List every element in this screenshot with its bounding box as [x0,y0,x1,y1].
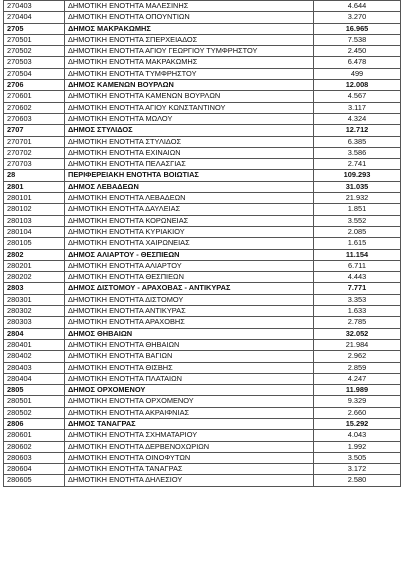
code-cell: 2806 [4,418,65,429]
table-row-total [4,328,401,339]
name-cell: ΔΗΜΟΤΙΚΗ ΕΝΟΤΗΤΑ ΛΕΒΑΔΕΩΝ [65,193,314,204]
value-cell: 1.992 [314,441,401,452]
value-cell: 12.712 [314,125,401,136]
value-cell: 6.711 [314,260,401,271]
code-cell: 270603 [4,113,65,124]
table-row [4,46,401,57]
value-cell: 3.117 [314,102,401,113]
value-cell: 4.567 [314,91,401,102]
table-row [4,34,401,45]
table-row [4,452,401,463]
value-cell: 2.085 [314,226,401,237]
name-cell: ΔΗΜΟΣ ΣΤΥΛΙΔΟΣ [65,125,314,136]
table-row [4,475,401,486]
name-cell: ΔΗΜΟΤΙΚΗ ΕΝΟΤΗΤΑ ΣΧΗΜΑΤΑΡΙΟΥ [65,430,314,441]
code-cell: 280301 [4,294,65,305]
value-cell: 15.292 [314,418,401,429]
table-row [4,12,401,23]
table-row [4,215,401,226]
value-cell: 4.324 [314,113,401,124]
value-cell: 7.538 [314,34,401,45]
name-cell: ΔΗΜΟΤΙΚΗ ΕΝΟΤΗΤΑ ΑΝΤΙΚΥΡΑΣ [65,306,314,317]
value-cell: 3.586 [314,147,401,158]
value-cell: 12.008 [314,80,401,91]
value-cell: 3.270 [314,12,401,23]
name-cell: ΔΗΜΟΣ ΚΑΜΕΝΩΝ ΒΟΥΡΛΩΝ [65,80,314,91]
table-row [4,464,401,475]
table-row [4,147,401,158]
name-cell: ΔΗΜΟΣ ΜΑΚΡΑΚΩΜΗΣ [65,23,314,34]
value-cell: 499 [314,68,401,79]
name-cell: ΔΗΜΟΤΙΚΗ ΕΝΟΤΗΤΑ ΣΤΥΛΙΔΟΣ [65,136,314,147]
name-cell: ΔΗΜΟΤΙΚΗ ΕΝΟΤΗΤΑ ΠΛΑΤΑΙΩΝ [65,373,314,384]
name-cell: ΠΕΡΙΦΕΡΕΙΑΚΗ ΕΝΟΤΗΤΑ ΒΟΙΩΤΙΑΣ [65,170,314,181]
value-cell: 7.771 [314,283,401,294]
name-cell: ΔΗΜΟΤΙΚΗ ΕΝΟΤΗΤΑ ΔΙΣΤΟΜΟΥ [65,294,314,305]
code-cell: 280604 [4,464,65,475]
name-cell: ΔΗΜΟΣ ΛΕΒΑΔΕΩΝ [65,181,314,192]
name-cell: ΔΗΜΟΤΙΚΗ ΕΝΟΤΗΤΑ ΜΑΚΡΑΚΩΜΗΣ [65,57,314,68]
code-cell: 280104 [4,226,65,237]
name-cell: ΔΗΜΟΤΙΚΗ ΕΝΟΤΗΤΑ ΑΓΙΟΥ ΓΕΩΡΓΙΟΥ ΤΥΜΦΡΗΣΤΟΥ [65,46,314,57]
name-cell: ΔΗΜΟΣ ΟΡΧΟΜΕΝΟΥ [65,385,314,396]
table-row [4,113,401,124]
value-cell: 3.552 [314,215,401,226]
code-cell: 280101 [4,193,65,204]
table-row [4,260,401,271]
name-cell: ΔΗΜΟΤΙΚΗ ΕΝΟΤΗΤΑ ΟΠΟΥΝΤΙΩΝ [65,12,314,23]
name-cell: ΔΗΜΟΤΙΚΗ ΕΝΟΤΗΤΑ ΧΑΙΡΩΝΕΙΑΣ [65,238,314,249]
value-cell: 3.172 [314,464,401,475]
name-cell: ΔΗΜΟΣ ΘΗΒΑΙΩΝ [65,328,314,339]
value-cell: 32.052 [314,328,401,339]
name-cell: ΔΗΜΟΤΙΚΗ ΕΝΟΤΗΤΑ ΟΙΝΟΦΥΤΩΝ [65,452,314,463]
name-cell: ΔΗΜΟΤΙΚΗ ΕΝΟΤΗΤΑ ΔΗΛΕΣΙΟΥ [65,475,314,486]
table-row [4,193,401,204]
value-cell: 2.660 [314,407,401,418]
code-cell: 280401 [4,339,65,350]
value-cell: 11.154 [314,249,401,260]
table-row [4,159,401,170]
value-cell: 9.329 [314,396,401,407]
name-cell: ΔΗΜΟΤΙΚΗ ΕΝΟΤΗΤΑ ΘΙΣΒΗΣ [65,362,314,373]
code-cell: 28 [4,170,65,181]
value-cell: 2.785 [314,317,401,328]
table-row [4,136,401,147]
code-cell: 2803 [4,283,65,294]
code-cell: 2706 [4,80,65,91]
name-cell: ΔΗΜΟΤΙΚΗ ΕΝΟΤΗΤΑ ΟΡΧΟΜΕΝΟΥ [65,396,314,407]
name-cell: ΔΗΜΟΤΙΚΗ ΕΝΟΤΗΤΑ ΜΑΛΕΣΙΝΗΣ [65,1,314,12]
table-row [4,294,401,305]
name-cell: ΔΗΜΟΤΙΚΗ ΕΝΟΤΗΤΑ ΑΚΡΑΙΦΝΙΑΣ [65,407,314,418]
table-row [4,1,401,12]
value-cell: 4.443 [314,272,401,283]
name-cell: ΔΗΜΟΤΙΚΗ ΕΝΟΤΗΤΑ ΚΟΡΩΝΕΙΑΣ [65,215,314,226]
code-cell: 280404 [4,373,65,384]
code-cell: 280201 [4,260,65,271]
name-cell: ΔΗΜΟΣ ΔΙΣΤΟΜΟΥ - ΑΡΑΧΟΒΑΣ - ΑΝΤΙΚΥΡΑΣ [65,283,314,294]
table-row-total [4,283,401,294]
code-cell: 270404 [4,12,65,23]
name-cell: ΔΗΜΟΤΙΚΗ ΕΝΟΤΗΤΑ ΤΑΝΑΓΡΑΣ [65,464,314,475]
value-cell: 1.851 [314,204,401,215]
code-cell: 2804 [4,328,65,339]
table-row [4,339,401,350]
name-cell: ΔΗΜΟΤΙΚΗ ΕΝΟΤΗΤΑ ΚΥΡΙΑΚΙΟΥ [65,226,314,237]
code-cell: 2705 [4,23,65,34]
table-row [4,351,401,362]
table-row [4,57,401,68]
name-cell: ΔΗΜΟΤΙΚΗ ΕΝΟΤΗΤΑ ΑΡΑΧΟΒΗΣ [65,317,314,328]
name-cell: ΔΗΜΟΤΙΚΗ ΕΝΟΤΗΤΑ ΔΕΡΒΕΝΟΧΩΡΙΩΝ [65,441,314,452]
value-cell: 6.478 [314,57,401,68]
code-cell: 280601 [4,430,65,441]
name-cell: ΔΗΜΟΤΙΚΗ ΕΝΟΤΗΤΑ ΘΗΒΑΙΩΝ [65,339,314,350]
name-cell: ΔΗΜΟΤΙΚΗ ΕΝΟΤΗΤΑ ΕΧΙΝΑΙΩΝ [65,147,314,158]
code-cell: 280501 [4,396,65,407]
table-row [4,441,401,452]
value-cell: 2.741 [314,159,401,170]
code-cell: 2805 [4,385,65,396]
value-cell: 1.633 [314,306,401,317]
value-cell: 4.043 [314,430,401,441]
value-cell: 2.450 [314,46,401,57]
value-cell: 16.965 [314,23,401,34]
table-row [4,373,401,384]
name-cell: ΔΗΜΟΣ ΤΑΝΑΓΡΑΣ [65,418,314,429]
table-row-total [4,80,401,91]
name-cell: ΔΗΜΟΤΙΚΗ ΕΝΟΤΗΤΑ ΒΑΓΙΩΝ [65,351,314,362]
table-row [4,317,401,328]
value-cell: 4.247 [314,373,401,384]
table-row-total [4,125,401,136]
table-body [4,1,401,487]
table-row-total [4,249,401,260]
table-row [4,91,401,102]
code-cell: 270403 [4,1,65,12]
code-cell: 280202 [4,272,65,283]
name-cell: ΔΗΜΟΤΙΚΗ ΕΝΟΤΗΤΑ ΘΕΣΠΙΕΩΝ [65,272,314,283]
value-cell: 4.644 [314,1,401,12]
code-cell: 280603 [4,452,65,463]
table-row [4,407,401,418]
code-cell: 2802 [4,249,65,260]
table-row [4,102,401,113]
code-cell: 270503 [4,57,65,68]
table-row [4,204,401,215]
value-cell: 1.615 [314,238,401,249]
code-cell: 270504 [4,68,65,79]
code-cell: 270703 [4,159,65,170]
table-row [4,306,401,317]
code-cell: 280302 [4,306,65,317]
code-cell: 280402 [4,351,65,362]
value-cell: 3.505 [314,452,401,463]
value-cell: 109.293 [314,170,401,181]
code-cell: 280303 [4,317,65,328]
value-cell: 21.984 [314,339,401,350]
table-row-total [4,385,401,396]
table-row-total [4,170,401,181]
name-cell: ΔΗΜΟΤΙΚΗ ΕΝΟΤΗΤΑ ΑΛΙΑΡΤΟΥ [65,260,314,271]
name-cell: ΔΗΜΟΤΙΚΗ ΕΝΟΤΗΤΑ ΜΩΛΟΥ [65,113,314,124]
code-cell: 270501 [4,34,65,45]
value-cell: 2.962 [314,351,401,362]
value-cell: 11.989 [314,385,401,396]
name-cell: ΔΗΜΟΤΙΚΗ ΕΝΟΤΗΤΑ ΤΥΜΦΡΗΣΤΟΥ [65,68,314,79]
table-row [4,226,401,237]
value-cell: 21.932 [314,193,401,204]
code-cell: 280103 [4,215,65,226]
table-row [4,396,401,407]
table-row [4,362,401,373]
code-cell: 270701 [4,136,65,147]
table-row [4,68,401,79]
code-cell: 270702 [4,147,65,158]
name-cell: ΔΗΜΟΤΙΚΗ ΕΝΟΤΗΤΑ ΣΠΕΡΧΕΙΑΔΟΣ [65,34,314,45]
table-row [4,430,401,441]
code-cell: 280605 [4,475,65,486]
code-cell: 2801 [4,181,65,192]
code-cell: 270602 [4,102,65,113]
table-row-total [4,23,401,34]
name-cell: ΔΗΜΟΤΙΚΗ ΕΝΟΤΗΤΑ ΚΑΜΕΝΩΝ ΒΟΥΡΛΩΝ [65,91,314,102]
value-cell: 2.859 [314,362,401,373]
table-row-total [4,418,401,429]
code-cell: 280105 [4,238,65,249]
name-cell: ΔΗΜΟΤΙΚΗ ΕΝΟΤΗΤΑ ΠΕΛΑΣΓΙΑΣ [65,159,314,170]
table-row [4,272,401,283]
code-cell: 280602 [4,441,65,452]
value-cell: 2.580 [314,475,401,486]
code-cell: 280403 [4,362,65,373]
value-cell: 3.353 [314,294,401,305]
name-cell: ΔΗΜΟΤΙΚΗ ΕΝΟΤΗΤΑ ΑΓΙΟΥ ΚΩΝΣΤΑΝΤΙΝΟΥ [65,102,314,113]
code-cell: 280502 [4,407,65,418]
population-table [3,0,401,487]
name-cell: ΔΗΜΟΤΙΚΗ ΕΝΟΤΗΤΑ ΔΑΥΛΕΙΑΣ [65,204,314,215]
table-row-total [4,181,401,192]
name-cell: ΔΗΜΟΣ ΑΛΙΑΡΤΟΥ - ΘΕΣΠΙΕΩΝ [65,249,314,260]
code-cell: 270601 [4,91,65,102]
code-cell: 2707 [4,125,65,136]
value-cell: 6.385 [314,136,401,147]
table-row [4,238,401,249]
code-cell: 280102 [4,204,65,215]
code-cell: 270502 [4,46,65,57]
value-cell: 31.035 [314,181,401,192]
